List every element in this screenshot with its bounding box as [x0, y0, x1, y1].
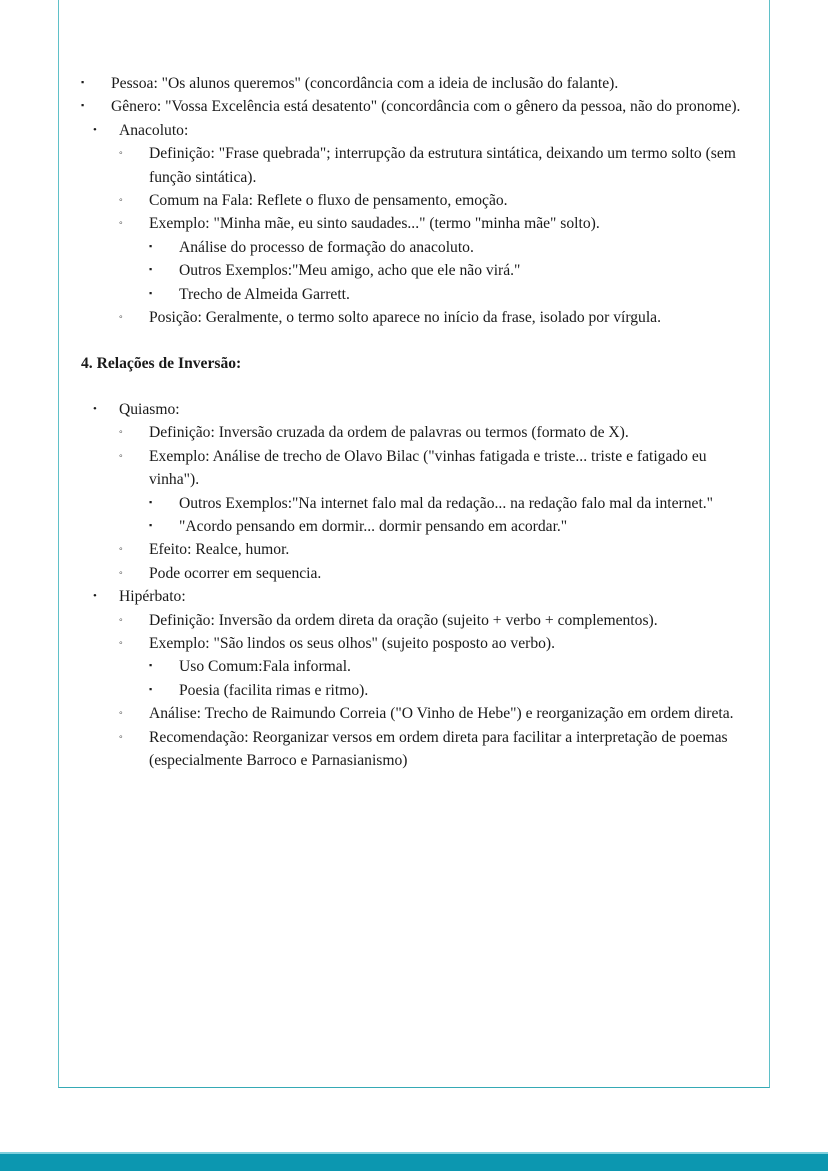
bullet-level-2-icon: ◦: [119, 450, 123, 462]
list-item-text: Hipérbato:: [119, 588, 186, 606]
outline-sublist-level-3: [149, 492, 743, 539]
bullet-level-3-icon: ▪: [149, 496, 153, 507]
list-item-text: Definição: Inversão da ordem direta da oração (sujeito + verbo + complementos).: [149, 611, 658, 629]
bullet-level-3-icon: ▪: [81, 77, 85, 87]
bullet-level-2-icon: ◦: [119, 312, 123, 324]
bullet-level-3-icon: ▪: [81, 100, 85, 111]
list-item: [81, 95, 743, 118]
bullet-level-3-icon: ▪: [149, 287, 153, 298]
list-item: [93, 119, 743, 330]
list-item-text: Exemplo: "São lindos os seus olhos" (sujeito posposto ao verbo).: [149, 634, 556, 652]
bullet-level-2-icon: ◦: [119, 567, 123, 579]
outline-list: [81, 398, 743, 773]
list-item-text: Exemplo: "Minha mãe, eu sinto saudades..." (termo "minha mãe" solto).: [149, 215, 600, 233]
list-item: [119, 445, 743, 539]
list-item-text: Pode ocorrer em sequencia.: [149, 564, 322, 582]
bullet-level-1-icon: •: [93, 123, 97, 136]
list-item: [149, 283, 743, 306]
list-item: [149, 259, 743, 282]
outline-sublist-level-2: [119, 609, 743, 773]
list-item-text: Anacoluto:: [119, 121, 189, 139]
bullet-level-1-icon: •: [93, 590, 97, 603]
list-item: [119, 726, 743, 773]
list-item-text: Trecho de Almeida Garrett.: [179, 285, 350, 303]
list-item: [119, 632, 743, 702]
outline-sublist-level-3: [81, 72, 743, 119]
bullet-level-3-icon: ▪: [149, 660, 153, 671]
list-item: [119, 562, 743, 585]
list-item-text: Posição: Geralmente, o termo solto aparece no início da frase, isolado por vírgula.: [149, 309, 661, 327]
list-item: [119, 189, 743, 212]
list-item: [149, 492, 743, 515]
list-item-text: "Acordo pensando em dormir... dormir pensando em acordar.": [179, 517, 568, 535]
outline-sublist-level-2: [119, 142, 743, 329]
bullet-level-1-icon: •: [93, 402, 97, 415]
bullet-level-3-icon: ▪: [149, 683, 153, 694]
list-item-text: Gênero: "Vossa Excelência está desatento" (concordância com o gênero da pessoa, não do pronome).: [111, 98, 741, 116]
list-item-text: Poesia (facilita rimas e ritmo).: [179, 681, 369, 699]
list-item: [149, 679, 743, 702]
list-item: [119, 306, 743, 329]
outline-sublist-level-1: [81, 72, 743, 329]
bullet-level-2-icon: ◦: [119, 614, 123, 626]
list-item: [119, 421, 743, 444]
list-item: [149, 515, 743, 538]
list-item-text: Efeito: Realce, humor.: [149, 541, 290, 559]
list-item: [149, 655, 743, 678]
list-item-text: Outros Exemplos:"Na internet falo mal da redação... na redação falo mal da internet.": [179, 494, 714, 512]
list-item: [149, 236, 743, 259]
list-item: [93, 398, 743, 585]
page-content-frame: [58, 0, 770, 1088]
outline-sublist-level-1: [81, 398, 743, 773]
bullet-level-2-icon: ◦: [119, 637, 123, 649]
bullet-level-2-icon: ◦: [119, 427, 123, 439]
document-body: [59, 0, 771, 772]
list-item: [93, 585, 743, 772]
bullet-level-3-icon: ▪: [149, 264, 153, 275]
bullet-level-3-icon: ▪: [149, 519, 153, 530]
list-item-text: Definição: "Frase quebrada"; interrupção da estrutura sintática, deixando um termo solto (sem função sintática).: [149, 145, 736, 186]
outline-sublist-level-3: [149, 236, 743, 306]
list-item: [81, 72, 743, 95]
heading-spacer: [81, 376, 743, 398]
bullet-level-2-icon: ◦: [119, 218, 123, 230]
bullet-level-2-icon: ◦: [119, 148, 123, 160]
bullet-level-2-icon: ◦: [119, 544, 123, 556]
bullet-level-3-icon: ▪: [149, 240, 153, 251]
outline-sublist-level-3: [149, 655, 743, 702]
bullet-level-2-icon: ◦: [119, 195, 123, 207]
list-item-text: Recomendação: Reorganizar versos em ordem direta para facilitar a interpretação de poemas (especialmente Barroco e Parnasianismo): [149, 728, 728, 769]
list-item: [119, 702, 743, 725]
bullet-level-2-icon: ◦: [119, 731, 123, 743]
list-item-text: Quiasmo:: [119, 400, 180, 418]
list-item-text: Análise do processo de formação do anacoluto.: [179, 238, 474, 256]
list-item-text: Exemplo: Análise de trecho de Olavo Bilac ("vinhas fatigada e triste... triste e fatigado eu vinha").: [149, 447, 707, 489]
list-item-text: Definição: Inversão cruzada da ordem de palavras ou termos (formato de X).: [149, 424, 629, 442]
section-heading: 4. Relações de Inversão:: [81, 355, 242, 373]
bullet-level-2-icon: ◦: [119, 708, 123, 720]
list-item-text: Análise: Trecho de Raimundo Correia ("O Vinho de Hebe") e reorganização em ordem direta.: [149, 705, 734, 723]
list-item-text: Comum na Fala: Reflete o fluxo de pensamento, emoção.: [149, 192, 508, 210]
footer-accent-bar: [0, 1152, 828, 1171]
list-item-text: Pessoa: "Os alunos queremos" (concordância com a ideia de inclusão do falante).: [111, 75, 619, 92]
outline-sublist-level-2: [81, 72, 743, 119]
list-item: [119, 538, 743, 561]
list-item-text: Outros Exemplos:"Meu amigo, acho que ele não virá.": [179, 262, 521, 280]
outline-list: [81, 72, 743, 329]
list-item: [119, 212, 743, 306]
list-item: [119, 609, 743, 632]
list-item: [119, 142, 743, 189]
list-item-text: Uso Comum:Fala informal.: [179, 658, 351, 676]
outline-sublist-level-2: [119, 421, 743, 585]
